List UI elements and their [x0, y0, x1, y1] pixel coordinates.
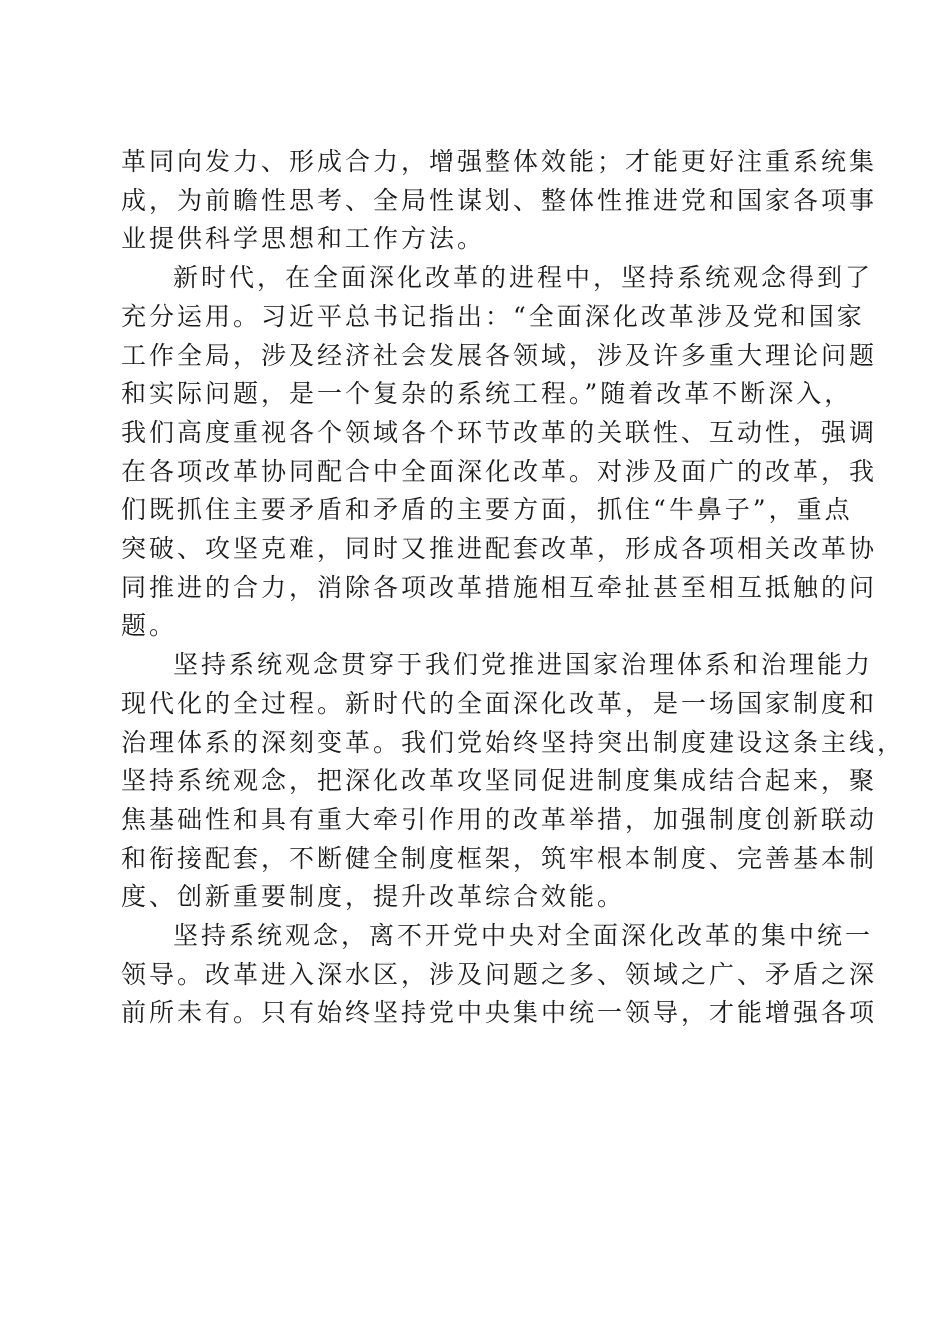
paragraph-line: 我们高度重视各个领域各个环节改革的关联性、互动性，强调: [121, 417, 878, 447]
paragraph-line: 领导。改革进入深水区，涉及问题之多、领域之广、矛盾之深: [121, 959, 878, 989]
paragraph-4: [121, 917, 878, 1033]
paragraph-line: 和实际问题，是一个复杂的系统工程。”随着改革不断深入，: [121, 379, 853, 409]
article-body: [121, 143, 906, 1033]
paragraph-line: 度、创新重要制度，提升改革综合效能。: [121, 882, 626, 912]
paragraph-3: [121, 646, 906, 917]
paragraph-line: 革同向发力、形成合力，增强整体效能；才能更好注重系统集: [121, 147, 878, 176]
paragraph-line: 充分运用。习近平总书记指出：“全面深化改革涉及党和国家: [121, 301, 865, 331]
paragraph-line: 工作全局，涉及经济社会发展各领域，涉及许多重大理论问题: [121, 340, 878, 370]
paragraph-line: 坚持系统观念，把深化改革攻坚同促进制度集成结合起来，聚: [121, 766, 878, 796]
paragraph-line: 坚持系统观念贯穿于我们党推进国家治理体系和治理能力: [173, 650, 874, 680]
paragraph-line: 坚持系统观念，离不开党中央对全面深化改革的集中统一: [173, 921, 874, 951]
paragraph-line: 成，为前瞻性思考、全局性谋划、整体性推进党和国家各项事: [121, 185, 878, 215]
paragraph-line: 新时代，在全面深化改革的进程中，坚持系统观念得到了: [173, 263, 874, 293]
paragraph-line: 焦基础性和具有重大牵引作用的改革举措，加强制度创新联动: [121, 804, 878, 834]
paragraph-line: 前所未有。只有始终坚持党中央集中统一领导，才能增强各项: [121, 998, 878, 1028]
paragraph-line: 在各项改革协同配合中全面深化改革。对涉及面广的改革，我: [121, 456, 878, 486]
paragraph-1: [121, 143, 878, 259]
paragraph-line: 同推进的合力，消除各项改革措施相互牵扯甚至相互抵触的问: [121, 572, 878, 602]
paragraph-line: 题。: [121, 611, 178, 641]
paragraph-line: 突破、攻坚克难，同时又推进配套改革，形成各项相关改革协: [121, 534, 878, 564]
paragraph-line: 们既抓住主要矛盾和矛盾的主要方面，抓住“牛鼻子”，重点: [121, 495, 853, 525]
paragraph-line: 业提供科学思想和工作方法。: [121, 224, 486, 254]
paragraph-2: [121, 259, 878, 646]
paragraph-line: 和衔接配套，不断健全制度框架，筑牢根本制度、完善基本制: [121, 843, 878, 873]
paragraph-line: 治理体系的深刻变革。我们党始终坚持突出制度建设这条主线，: [121, 727, 906, 757]
paragraph-line: 现代化的全过程。新时代的全面深化改革，是一场国家制度和: [121, 688, 878, 718]
